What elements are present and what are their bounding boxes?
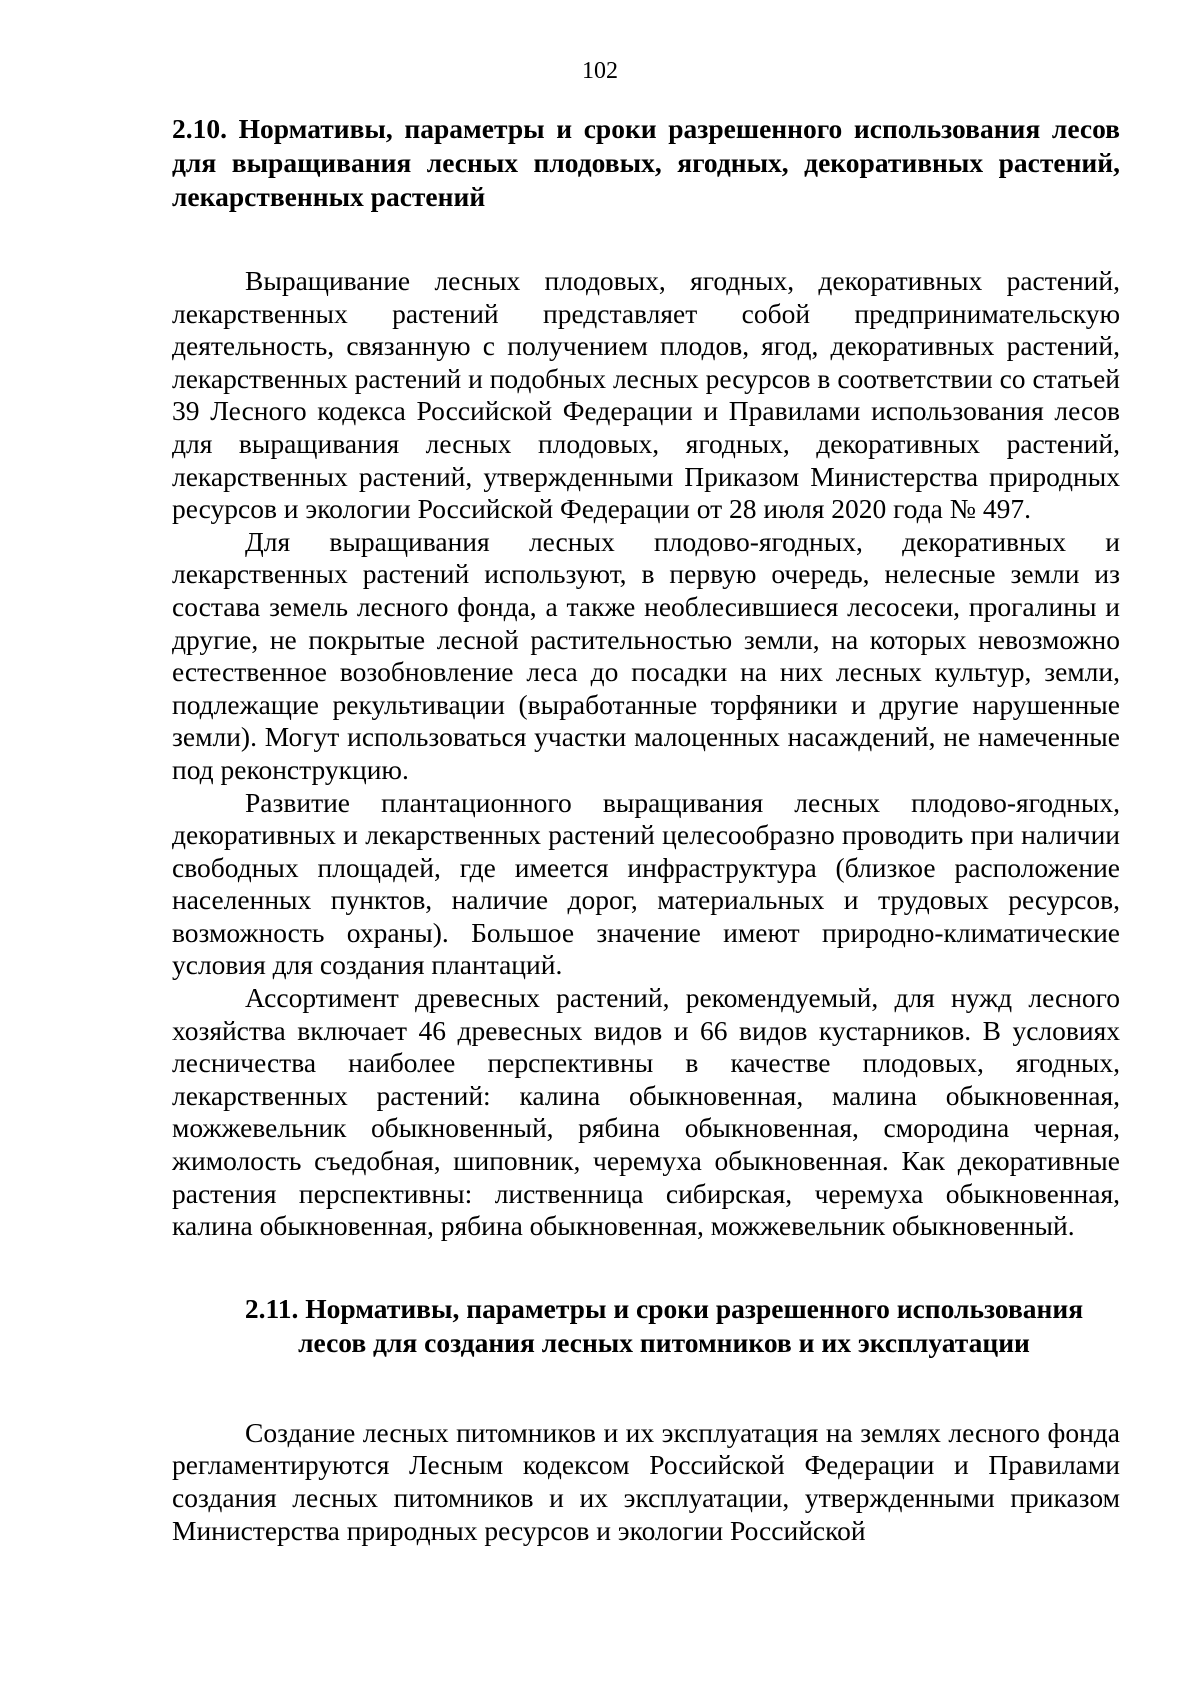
section-title-2-11: 2.11. Нормативы, параметры и сроки разрешенного использования лесов для создания лесных питомников и их эксплуатации xyxy=(244,1292,1084,1358)
spacer xyxy=(172,1243,1120,1292)
spacer xyxy=(172,214,1120,265)
page-number: 102 xyxy=(582,58,618,84)
document-body xyxy=(172,112,1120,1547)
paragraph: Развитие плантационного выращивания лесных плодово-ягодных, декоративных и лекарственных растений целесообразно проводить при наличии свободных площадей, где имеется инфраструктура (близкое расположение населенных пунктов, наличие дорог, материальных и трудовых ресурсов, возможность охраны). Большое значение имеют природно-климатические условия для создания плантаций. xyxy=(172,786,1120,981)
paragraph: Для выращивания лесных плодово-ягодных, декоративных и лекарственных растений используют, в первую очередь, нелесные земли из состава земель лесного фонда, а также необлесившиеся лесосеки, прогалины и другие, не покрытые лесной растительностью земли, на которых невозможно естественное возобновление леса до посадки на них лесных культур, земли, подлежащие рекультивации (выработанные торфяники и другие нарушенные земли). Могут использоваться участки малоценных насаждений, не намеченные под реконструкцию. xyxy=(172,525,1120,785)
spacer xyxy=(172,1360,1120,1417)
paragraph: Создание лесных питомников и их эксплуатация на землях лесного фонда регламентируются Лесным кодексом Российской Федерации и Правилами создания лесных питомников и их эксплуатации, утвержденными приказом Министерства природных ресурсов и экологии Российской xyxy=(172,1416,1120,1546)
section-title-2-10: 2.10. Нормативы, параметры и сроки разрешенного использования лесов для выращивания лесных плодовых, ягодных, декоративных растений, лекарственных растений xyxy=(172,113,1120,212)
paragraph: Выращивание лесных плодовых, ягодных, декоративных растений, лекарственных растений представляет собой предпринимательскую деятельность, связанную с получением плодов, ягод, декоративных растений, лекарственных растений и подобных лесных ресурсов в соответствии со статьей 39 Лесного кодекса Российской Федерации и Правилами использования лесов для выращивания лесных плодовых, ягодных, декоративных растений, лекарственных растений, утвержденными Приказом Министерства природных ресурсов и экологии Российской Федерации от 28 июля 2020 года № 497. xyxy=(172,265,1120,525)
paragraph: Ассортимент древесных растений, рекомендуемый, для нужд лесного хозяйства включает 46 древесных видов и 66 видов кустарников. В условиях лесничества наиболее перспективны в качестве плодовых, ягодных, лекарственных растений: калина обыкновенная, малина обыкновенная, можжевельник обыкновенный, рябина обыкновенная, смородина черная, жимолость съедобная, шиповник, черемуха обыкновенная. Как декоративные растения перспективны: лиственница сибирская, черемуха обыкновенная, калина обыкновенная, рябина обыкновенная, можжевельник обыкновенный. xyxy=(172,982,1120,1242)
